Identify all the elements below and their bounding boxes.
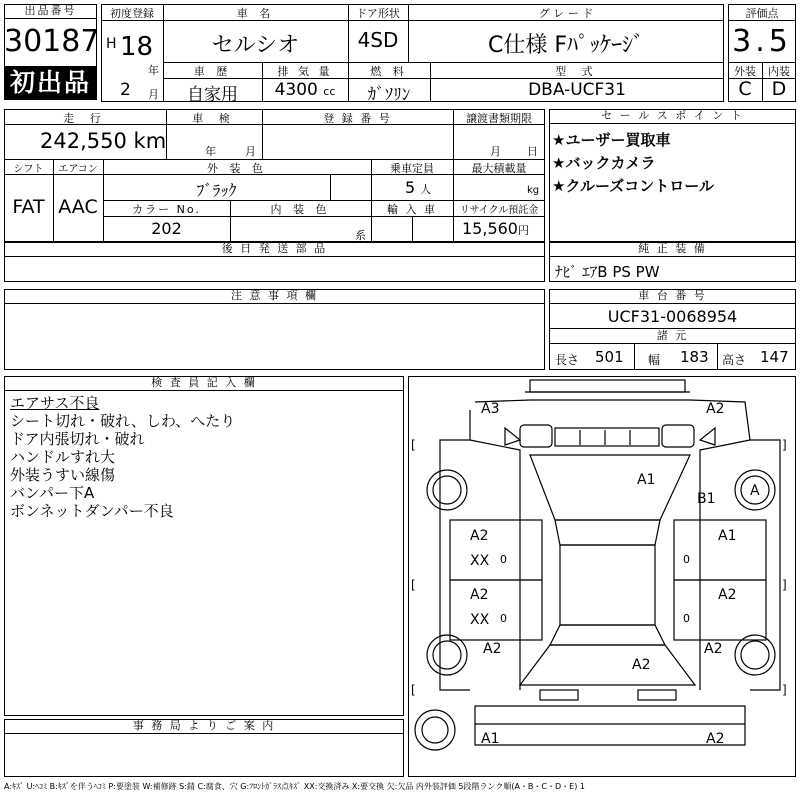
spare-wheel (415, 710, 455, 750)
trunk (520, 645, 695, 685)
bracket-mid-left: [ (411, 578, 416, 592)
registration-year: 18 (120, 32, 154, 62)
sales-points-label: セ ー ル ス ポ イ ン ト (549, 109, 796, 124)
history-label: 車 歴 (193, 65, 232, 78)
equipment-label: 純 正 装 備 (549, 242, 796, 257)
car-name-label: 車 名 (236, 7, 275, 20)
bracket-front-right: ] (782, 438, 787, 452)
grille (555, 428, 659, 446)
model-label: 型 式 (555, 65, 599, 78)
max-load-unit: kg (527, 185, 540, 196)
registration-label: 初度登録 (110, 7, 154, 20)
mark-front-right-corner: A2 (706, 401, 725, 417)
rear-left-lamp (540, 690, 578, 700)
mark-rear-left-door: A2 (470, 587, 489, 603)
width-label: 幅 (648, 353, 661, 367)
color-no-label: カラー No. (132, 203, 201, 216)
fuel-label: 燃 料 (370, 65, 408, 78)
right-side (750, 440, 780, 690)
transfer-label: 譲渡書類期限 (466, 112, 532, 125)
shift: FAT (12, 196, 45, 218)
transfer-day-unit: 日 (527, 145, 538, 158)
int-score: D (771, 78, 787, 100)
score: 3.5 (732, 24, 792, 59)
door-type: 4SD (357, 28, 399, 52)
mark-rear-right-door-zero: 0 (683, 612, 690, 625)
later-parts-label: 後 日 発 送 部 品 (4, 242, 545, 257)
sales-point-1: ★ユーザー買取車 (552, 131, 671, 149)
bonnet (530, 455, 690, 520)
mark-rear-left-door-exchanged: XX (470, 612, 490, 628)
inspector-line: ドア内張切れ・破れ (10, 430, 145, 448)
roof (560, 545, 655, 625)
width: 183 (680, 348, 709, 366)
inspector-line: 外装うすい線傷 (10, 466, 116, 484)
mark-front-left-door: A2 (470, 528, 489, 544)
capacity-label: 乗車定員 (390, 162, 434, 175)
int-score-label: 内装 (768, 65, 790, 78)
length: 501 (595, 348, 624, 366)
mark-rear-right-fender: A2 (704, 641, 723, 657)
mark-front-right-wheel: A (750, 483, 760, 499)
import-label: 輸 入 車 (387, 203, 437, 216)
interior-color-unit: 系 (355, 229, 366, 242)
displacement: 4300 cc (274, 80, 336, 100)
inspector-line: ボンネットダンパー不良 (10, 502, 174, 520)
inspection-year-unit: 年 (205, 145, 216, 158)
ext-score: C (738, 78, 752, 100)
rear-bumper (475, 706, 745, 745)
model: DBA-UCF31 (528, 80, 626, 100)
mark-front-right-door: A1 (718, 528, 737, 544)
right-headlight (662, 425, 694, 447)
mark-rear-right-door: A2 (718, 587, 737, 603)
score-label: 評価点 (745, 7, 779, 20)
mileage-label: 走 行 (63, 112, 107, 125)
legend: A:ｷｽﾞ U:ﾍｺﾐ B:ｷｽﾞを伴うﾍｺﾐ P:要塗装 W:補修跡 S:錆 C:腐食、穴 G:ﾌﾛﾝﾄｶﾞﾗｽ点ｷｽﾞ XX:交換済み X:要交換 欠:欠品 内外装評価 5段階ランク順(A・B・C・D・E) 1 (4, 782, 585, 791)
grade-label: グ レ ー ド (538, 7, 594, 20)
bracket-mid-right: ] (782, 578, 787, 592)
length-label: 長さ (555, 353, 580, 367)
office-label: 事 務 局 よ り ご 案 内 (4, 719, 404, 734)
registration-year-unit: 年 (148, 64, 159, 77)
max-load-label: 最大積載量 (471, 162, 527, 175)
height: 147 (760, 348, 789, 366)
front-bumper-shape (530, 380, 685, 392)
mark-front-left-door-exchanged: XX (470, 553, 490, 569)
inspector-line: ハンドルすれ大 (10, 448, 116, 466)
inspector-line: バンパー下A (10, 484, 95, 502)
car-name: セルシオ (211, 33, 300, 58)
mileage: 242,550 km (40, 129, 167, 153)
rear-window (550, 625, 665, 645)
mark-front-left-corner: A3 (481, 401, 500, 417)
lot-number: 30187 (4, 24, 100, 59)
equipment: ﾅﾋﾞ ｴｱB PS PW (555, 263, 660, 281)
transfer-month-unit: 月 (490, 145, 501, 158)
lot-label: 出品番号 (4, 4, 97, 19)
left-headlight (520, 425, 552, 447)
mark-rear-bumper-right: A2 (706, 731, 725, 747)
registration-month-unit: 月 (148, 88, 159, 101)
exterior-color: ﾌﾞﾗｯｸ (196, 181, 237, 200)
registration-month: 2 (120, 80, 131, 100)
rear-left-door (450, 580, 542, 640)
mark-rear-left-fender: A2 (483, 641, 502, 657)
mark-front-right-fender: B1 (697, 491, 716, 507)
recycle-label: リサイクル預託金 (459, 205, 539, 216)
fuel: ｶﾞｿﾘﾝ (367, 85, 411, 105)
grade: C仕様 Fﾊﾟｯｹｰｼﾞ (487, 33, 644, 58)
inspector-line: シート切れ・破れ、しわ、へたり (10, 412, 236, 430)
height-label: 高さ (722, 353, 747, 367)
inspector-line: エアサス不良 (10, 394, 100, 412)
mark-rear-bumper-left: A1 (481, 731, 500, 747)
color-no: 202 (151, 219, 182, 238)
inspection-month-unit: 月 (245, 145, 256, 158)
aircon-label: エアコン (58, 164, 98, 175)
inspector-label: 検 査 員 記 入 欄 (4, 376, 404, 391)
capacity: 5 人 (405, 178, 432, 197)
sales-point-2: ★バックカメラ (552, 154, 656, 172)
history: 自家用 (187, 85, 238, 105)
bracket-rear-left: [ (411, 683, 416, 697)
mark-rear-left-door-zero: 0 (500, 612, 507, 625)
bracket-rear-right: ] (782, 683, 787, 697)
plate-label: 登 録 番 号 (323, 112, 392, 125)
door-label: ドア形状 (356, 7, 400, 20)
shift-label: シフト (13, 164, 44, 175)
front-left-door (450, 520, 542, 580)
windshield (555, 520, 660, 545)
chassis-number: UCF31-0068954 (607, 307, 738, 326)
dimensions-label: 諸 元 (549, 329, 796, 344)
registration-era: H (106, 36, 117, 52)
recycle-fee: 15,560円 (462, 219, 529, 238)
first-listing-badge: 初出品 (5, 66, 96, 99)
ext-score-label: 外装 (734, 65, 756, 78)
interior-color-label: 内 装 色 (270, 203, 331, 216)
bracket-front-left: [ (411, 438, 416, 452)
rear-right-lamp (638, 690, 676, 700)
mark-trunk: A2 (632, 657, 651, 673)
inspection-label: 車 検 (192, 112, 236, 125)
notes-label: 注 意 事 項 欄 (4, 289, 545, 304)
chassis-label: 車 台 番 号 (549, 289, 796, 304)
mark-front-left-door-zero: 0 (500, 553, 507, 566)
displacement-label: 排 気 量 (277, 65, 333, 78)
mark-front-right-door-zero: 0 (683, 553, 690, 566)
mark-bonnet: A1 (637, 472, 656, 488)
left-side (440, 440, 470, 690)
exterior-color-label: 外 装 色 (207, 162, 267, 175)
aircon: AAC (58, 196, 98, 218)
sales-point-3: ★クルーズコントロール (552, 177, 714, 195)
